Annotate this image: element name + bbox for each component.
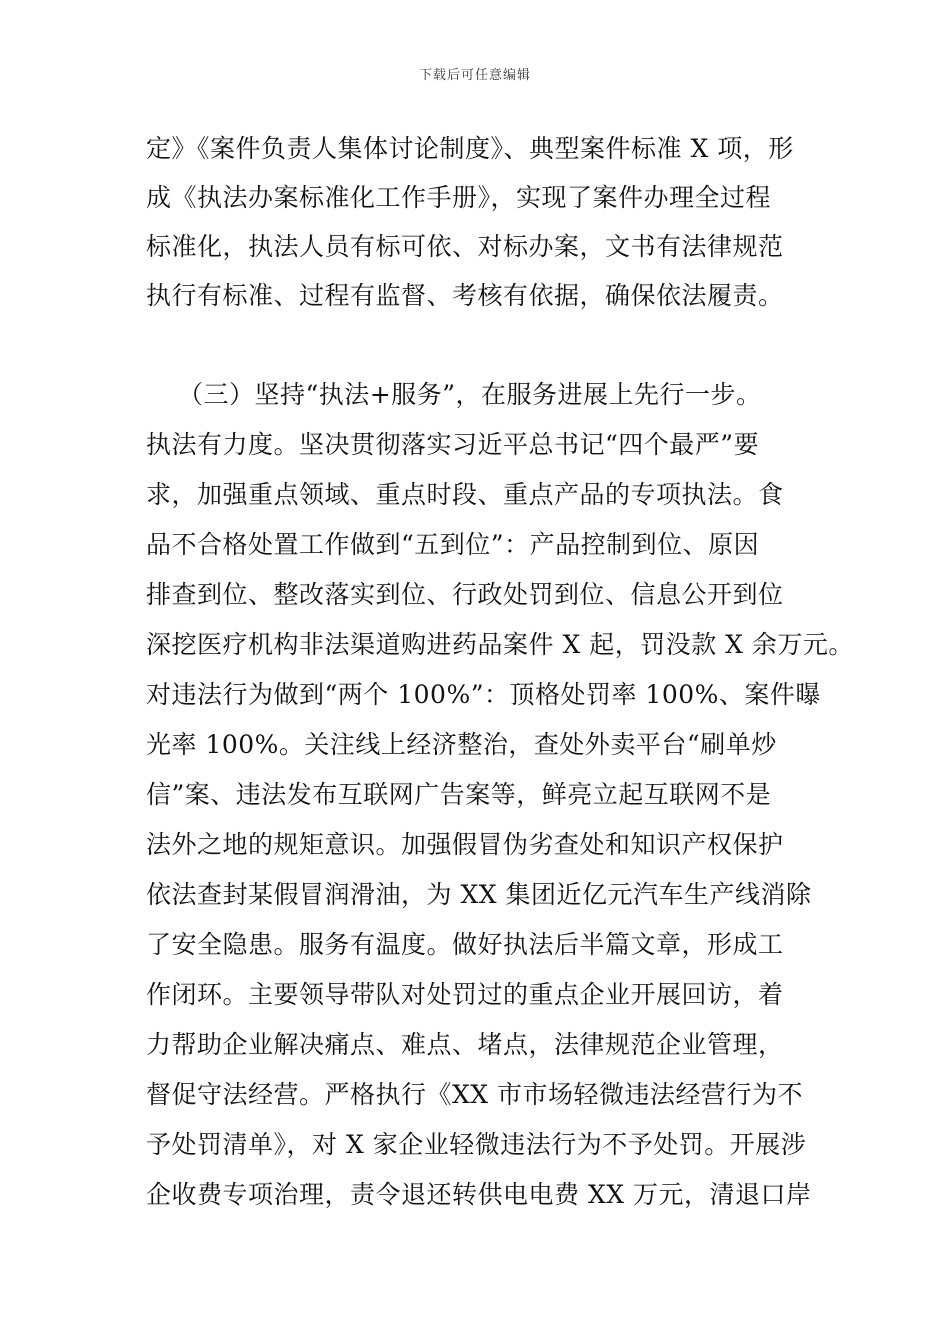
page-header: 下载后可任意编辑 xyxy=(418,68,531,83)
paragraph-line: 依法查封某假冒润滑油，为 XX 集团近亿元汽车生产线消除 xyxy=(146,880,812,909)
paragraph-line: 求，加强重点领域、重点时段、重点产品的专项执法。食 xyxy=(146,480,784,509)
section-heading-line: （三）坚持“执法+服务”，在服务进展上先行一步。 xyxy=(178,380,762,409)
paragraph-line: 执法有力度。坚决贯彻落实习近平总书记“四个最严”要 xyxy=(146,430,760,459)
paragraph-line: 光率 100%。关注线上经济整治，查处外卖平台“刷单炒 xyxy=(146,730,777,759)
paragraph-line: 作闭环。主要领导带队对处罚过的重点企业开展回访，着 xyxy=(146,980,784,1009)
paragraph-line: 标准化，执法人员有标可依、对标办案，文书有法律规范 xyxy=(146,232,784,261)
paragraph-line: 信”案、违法发布互联网广告案等，鲜亮立起互联网不是 xyxy=(146,780,772,809)
paragraph-line: 对违法行为做到“两个 100%”：顶格处罚率 100%、案件曝 xyxy=(146,680,821,709)
paragraph-line: 品不合格处置工作做到“五到位”：产品控制到位、原因 xyxy=(146,530,760,559)
paragraph-line: 力帮助企业解决痛点、难点、堵点，法律规范企业管理， xyxy=(146,1030,784,1059)
paragraph-line: 定》《案件负责人集体讨论制度》、典型案件标准 X 项，形 xyxy=(146,134,794,163)
paragraph-line: 成《执法办案标准化工作手册》，实现了案件办理全过程 xyxy=(146,183,772,212)
paragraph-line: 深挖医疗机构非法渠道购进药品案件 X 起，罚没款 X 余万元。 xyxy=(146,630,854,659)
paragraph-line: 企收费专项治理，责令退还转供电电费 XX 万元，清退口岸 xyxy=(146,1180,812,1209)
paragraph-line: 了安全隐患。服务有温度。做好执法后半篇文章，形成工 xyxy=(146,930,784,959)
paragraph-line: 法外之地的规矩意识。加强假冒伪劣查处和知识产权保护 xyxy=(146,830,784,859)
paragraph-line: 排查到位、整改落实到位、行政处罚到位、信息公开到位 xyxy=(146,580,784,609)
paragraph-line: 执行有标准、过程有监督、考核有依据，确保依法履责。 xyxy=(146,281,784,310)
paragraph-line: 予处罚清单》，对 X 家企业轻微违法行为不予处罚。开展涉 xyxy=(146,1130,807,1159)
paragraph-line: 督促守法经营。严格执行《XX 市市场轻微违法经营行为不 xyxy=(146,1080,804,1109)
